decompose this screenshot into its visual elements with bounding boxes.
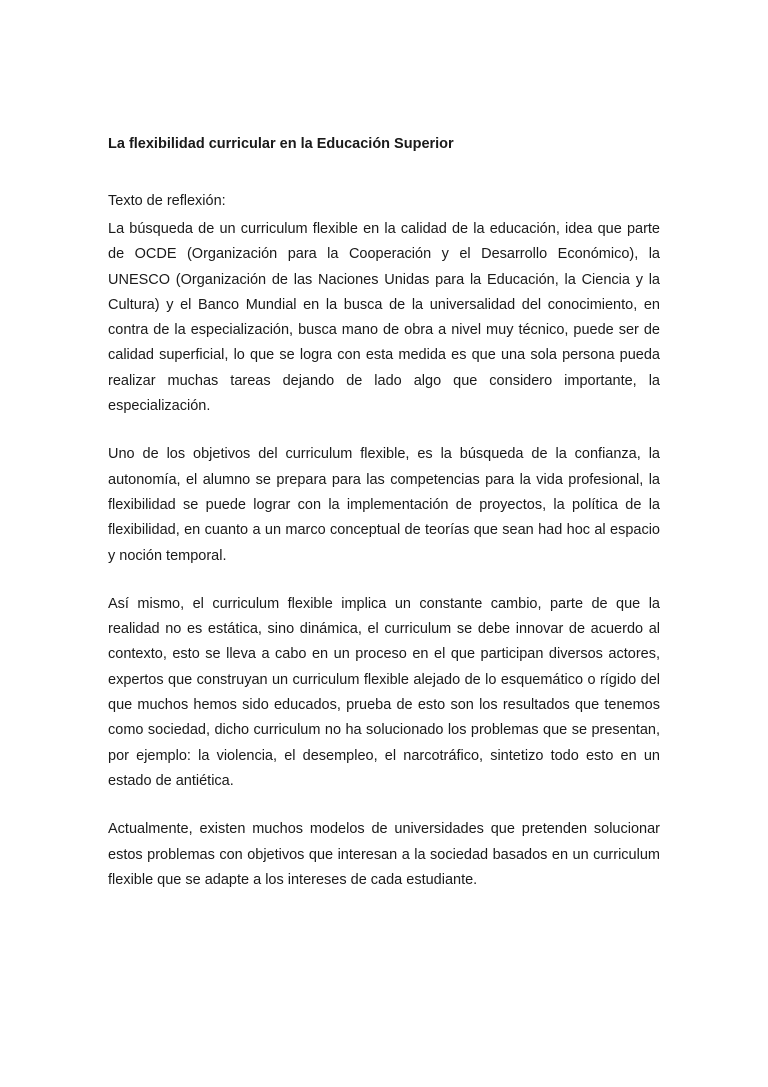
document-body [108, 132, 660, 916]
document-subtitle: Texto de reflexión: [108, 193, 226, 209]
paragraph-1: La búsqueda de un curriculum flexible en la calidad de la educación, idea que parte de OCDE (Organización para la Cooperación y el Desarrollo Económico), la UNESCO (Organización de las Naciones Unidas para la Educación, la Ciencia y la Cultura) y el Banco Mundial en la busca de la universalidad del conocimiento, en contra de la especialización, busca mano de obra a nivel muy técnico, puede ser de calidad superficial, lo que se logra con esta medida es que una sola persona pueda realizar muchas tareas dejando de lado algo que considero importante, la especialización. [108, 221, 660, 415]
document-title: La flexibilidad curricular en la Educación Superior [108, 136, 454, 152]
paragraph-2: Uno de los objetivos del curriculum flexible, es la búsqueda de la confianza, la autonomía, el alumno se prepara para las competencias para la vida profesional, la flexibilidad se puede lograr con la implementación de proyectos, la política de la flexibilidad, en cuanto a un marco conceptual de teorías que sean had hoc al espacio y noción temporal. [108, 446, 660, 564]
paragraph-3: Así mismo, el curriculum flexible implica un constante cambio, parte de que la realidad no es estática, sino dinámica, el curriculum se debe innovar de acuerdo al contexto, esto se lleva a cabo en un proceso en el que participan diversos actores, expertos que construyan un curriculum flexible alejado de lo esquemático o rígido del que muchos hemos sido educados, prueba de esto son los resultados que tenemos como sociedad, dicho curriculum no ha solucionado los problemas que se presentan, por ejemplo: la violencia, el desempleo, el narcotráfico, sintetizo todo esto en un estado de antiética. [108, 595, 660, 789]
paragraph-4: Actualmente, existen muchos modelos de universidades que pretenden solucionar estos problemas con objetivos que interesan a la sociedad basados en un curriculum flexible que se adapte a los intereses de cada estudiante. [108, 821, 660, 888]
